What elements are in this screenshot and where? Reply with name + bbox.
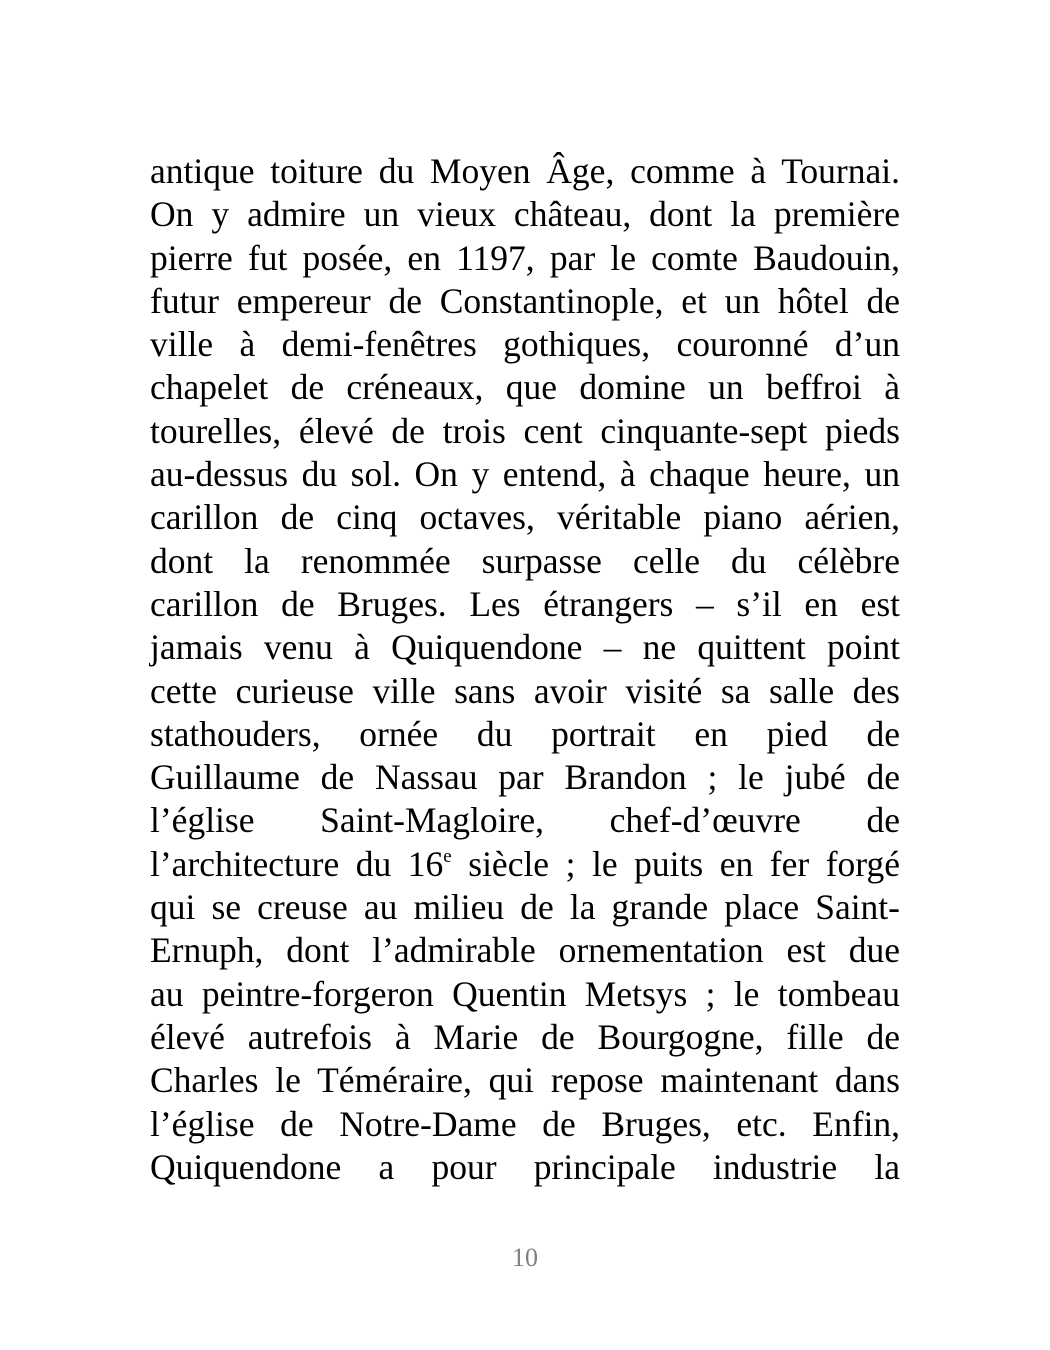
text-line: chapelet de créneaux, que domine un beffroi à [150,367,900,408]
body-text [150,150,900,1189]
text-line: ville à demi-fenêtres gothiques, couronné d’un [150,324,900,365]
text-line: Charles le Téméraire, qui repose maintenant dans [150,1060,900,1101]
text-line: dont la renommée surpasse celle du célèbre [150,540,900,581]
text-line: Quiquendone a pour principale industrie la [150,1146,900,1187]
superscript: e [443,845,452,867]
text-line: Ernuph, dont l’admirable ornementation est due [150,930,900,971]
text-line: cette curieuse ville sans avoir visité sa salle des [150,670,900,711]
text-line: au-dessus du sol. On y entend, à chaque heure, un [150,454,900,495]
text-fragment: siècle ; le puits en fer forgé [451,843,900,884]
text-line-with-superscript [150,843,900,886]
text-line: élevé autrefois à Marie de Bourgogne, fille de [150,1016,900,1057]
text-line: l’église Saint-Magloire, chef-d’œuvre de [150,800,900,841]
text-line: stathouders, ornée du portrait en pied de [150,713,900,754]
text-line: On y admire un vieux château, dont la première [150,194,900,235]
page-number: 10 [512,1243,538,1272]
text-line: carillon de cinq octaves, véritable piano aérien, [150,497,900,538]
text-fragment: l’architecture du 16 [150,843,444,884]
text-line: carillon de Bruges. Les étrangers – s’il en est [150,583,900,624]
text-line: futur empereur de Constantinople, et un hôtel de [150,280,900,321]
text-line: l’église de Notre-Dame de Bruges, etc. Enfin, [150,1103,900,1144]
text-line: au peintre-forgeron Quentin Metsys ; le tombeau [150,973,900,1014]
text-line: qui se creuse au milieu de la grande place Saint- [150,887,900,928]
text-line: tourelles, élevé de trois cent cinquante-sept pieds [150,410,900,451]
text-line: Guillaume de Nassau par Brandon ; le jubé de [150,757,900,798]
text-line: jamais venu à Quiquendone – ne quittent point [150,627,900,668]
text-line: antique toiture du Moyen Âge, comme à Tournai. [150,151,900,191]
text-line: pierre fut posée, en 1197, par le comte Baudouin, [150,237,900,278]
